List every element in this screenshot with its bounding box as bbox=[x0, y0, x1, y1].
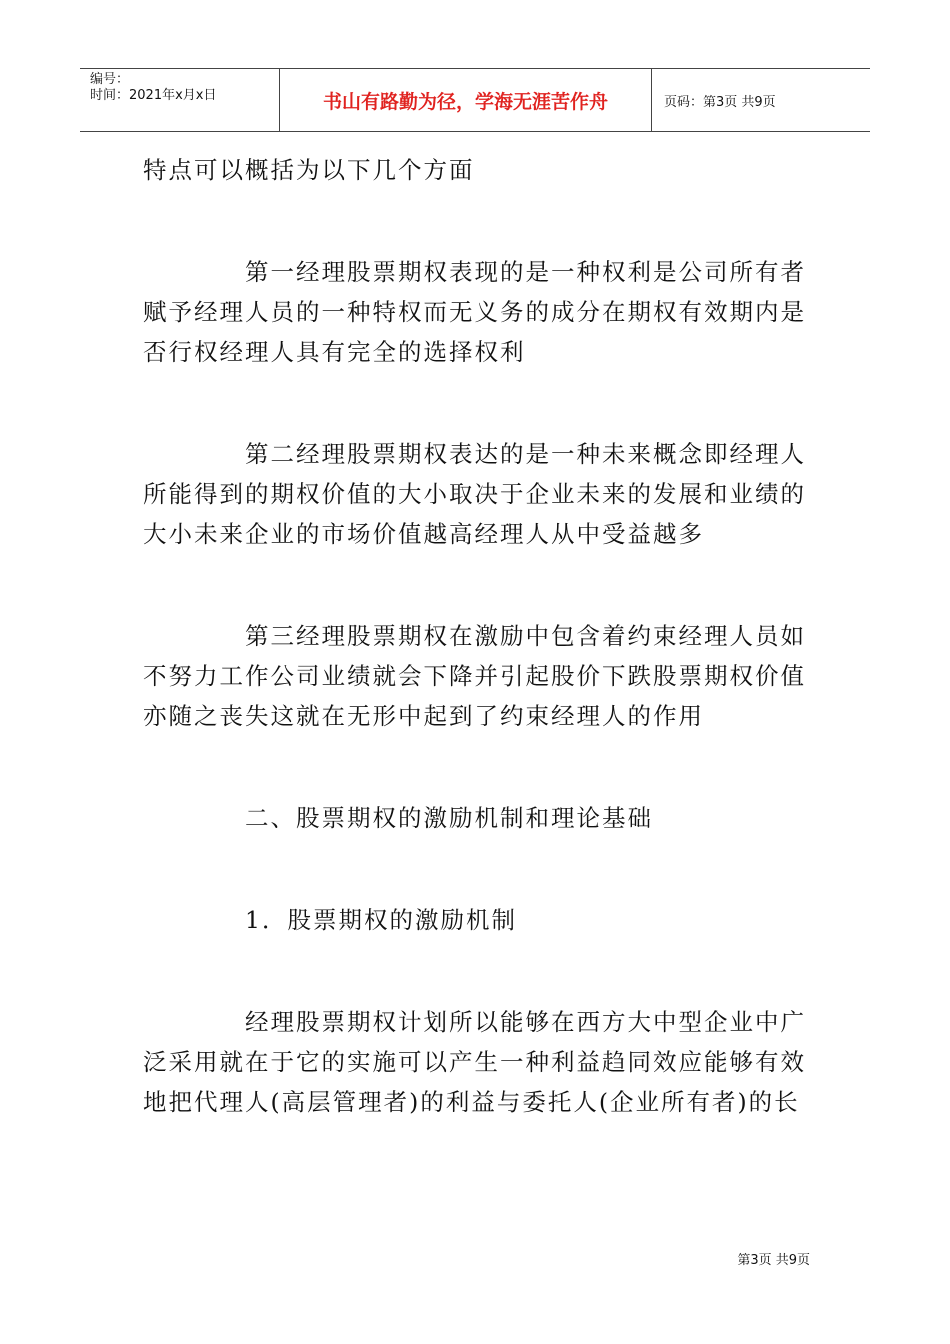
paragraph: 经理股票期权计划所以能够在西方大中型企业中广泛采用就在于它的实施可以产生一种利益趋同效应能够有效地把代理人(高层管理者)的利益与委托人(企业所有者)的长 bbox=[143, 1008, 806, 1116]
page-footer: 第3页 共9页 bbox=[737, 1253, 810, 1268]
subsection-heading: 1．股票期权的激励机制 bbox=[245, 906, 517, 934]
paragraph: 特点可以概括为以下几个方面 bbox=[143, 156, 475, 184]
header-page-info: 页码：第3页 共9页 bbox=[664, 94, 776, 110]
time-label: 时间：2021年x月x日 bbox=[90, 88, 217, 103]
document-body bbox=[143, 150, 811, 1122]
section-heading: 二、股票期权的激励机制和理论基础 bbox=[245, 804, 653, 832]
number-label: 编号： bbox=[90, 72, 130, 87]
header-motto: 书山有路勤为径，学海无涯苦作舟 bbox=[280, 69, 652, 131]
paragraph: 第二经理股票期权表达的是一种未来概念即经理人所能得到的期权价值的大小取决于企业未来的发展和业绩的大小未来企业的市场价值越高经理人从中受益越多 bbox=[143, 440, 806, 548]
paragraph: 第三经理股票期权在激励中包含着约束经理人员如不努力工作公司业绩就会下降并引起股价下跌股票期权价值亦随之丧失这就在无形中起到了约束经理人的作用 bbox=[143, 622, 806, 730]
page-header bbox=[80, 68, 870, 132]
header-meta bbox=[80, 69, 280, 131]
paragraph: 第一经理股票期权表现的是一种权利是公司所有者赋予经理人员的一种特权而无义务的成分在期权有效期内是否行权经理人具有完全的选择权利 bbox=[143, 258, 806, 366]
